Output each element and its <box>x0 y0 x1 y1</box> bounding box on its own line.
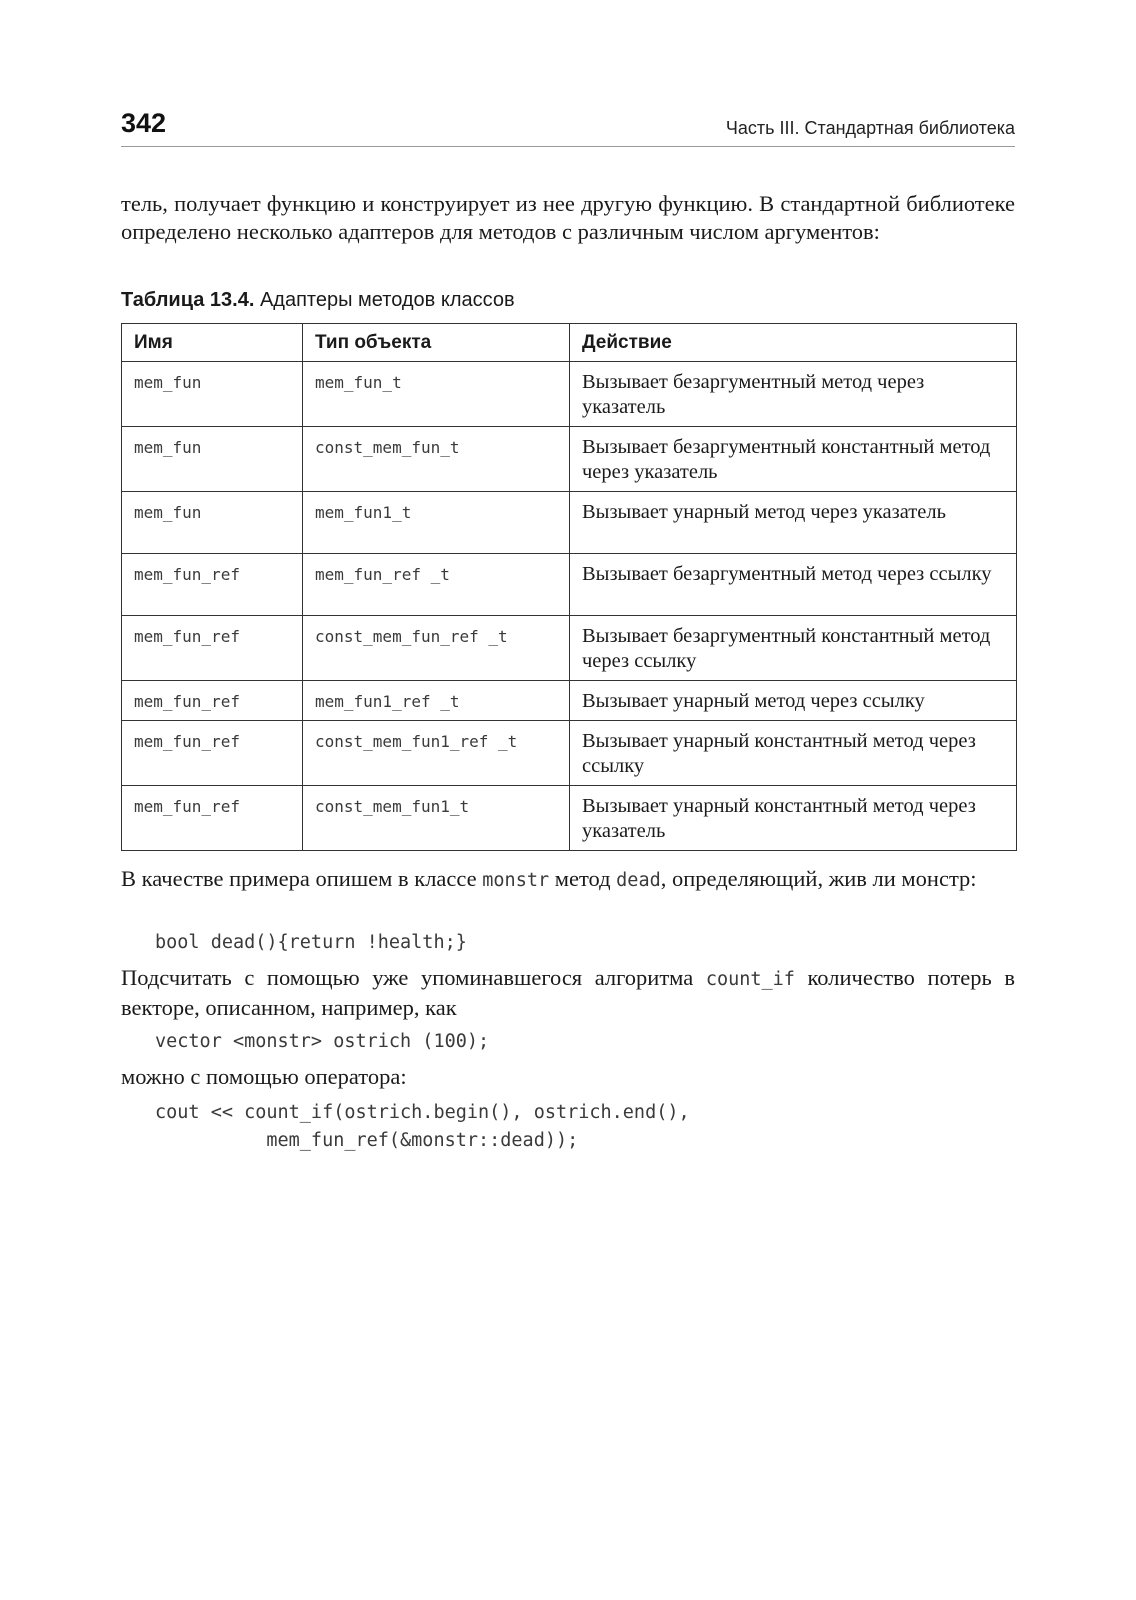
cell-name: mem_fun_ref <box>122 554 303 616</box>
table-caption <box>121 289 515 312</box>
example-paragraph <box>121 865 1015 895</box>
adapters-table <box>121 323 1017 851</box>
page-header <box>121 106 1015 147</box>
cell-type: mem_fun1_ref _t <box>303 681 570 721</box>
cell-action: Вызывает унарный константный метод через указатель <box>570 786 1017 851</box>
table-row <box>122 362 1017 427</box>
cell-name: mem_fun <box>122 492 303 554</box>
count-paragraph <box>121 964 1015 1022</box>
page-number: 342 <box>121 108 167 138</box>
cell-type: mem_fun_ref _t <box>303 554 570 616</box>
inline-code: dead <box>616 870 661 891</box>
column-header-name: Имя <box>122 324 303 362</box>
table-row <box>122 492 1017 554</box>
text-run: В качестве примера опишем в классе <box>121 866 483 891</box>
table-row <box>122 554 1017 616</box>
cell-name: mem_fun_ref <box>122 721 303 786</box>
inline-code: monstr <box>482 870 550 891</box>
code-block-count-if: cout << count_if(ostrich.begin(), ostrich.end(), mem_fun_ref(&monstr::dead)); <box>155 1102 690 1151</box>
cell-action: Вызывает унарный метод через указатель <box>570 492 1017 554</box>
code-block-dead: bool dead(){return !health;} <box>155 932 467 953</box>
cell-type: const_mem_fun_t <box>303 427 570 492</box>
operator-paragraph: можно с помощью оператора: <box>121 1064 407 1089</box>
cell-action: Вызывает унарный константный метод через ссылку <box>570 721 1017 786</box>
text-run: количество потерь в векторе, описанном, например, как <box>121 965 1015 1020</box>
cell-name: mem_fun <box>122 427 303 492</box>
table-row <box>122 681 1017 721</box>
table-caption-title: Адаптеры методов классов <box>259 289 515 311</box>
cell-type: mem_fun1_t <box>303 492 570 554</box>
cell-name: mem_fun_ref <box>122 681 303 721</box>
text-run: Подсчитать с помощью уже упоминавшегося алгоритма <box>121 965 706 990</box>
cell-type: const_mem_fun1_ref _t <box>303 721 570 786</box>
running-title: Часть III. Стандартная библиотека <box>725 118 1015 138</box>
inline-code: count_if <box>705 969 795 990</box>
cell-name: mem_fun_ref <box>122 786 303 851</box>
table-row <box>122 616 1017 681</box>
cell-type: const_mem_fun1_t <box>303 786 570 851</box>
cell-name: mem_fun <box>122 362 303 427</box>
cell-name: mem_fun_ref <box>122 616 303 681</box>
cell-action: Вызывает унарный метод через ссылку <box>570 681 1017 721</box>
table-header-row <box>122 324 1017 362</box>
code-block-vector: vector <monstr> ostrich (100); <box>155 1031 490 1052</box>
column-header-action: Действие <box>570 324 1017 362</box>
table-row <box>122 721 1017 786</box>
cell-action: Вызывает безаргументный метод через ссылку <box>570 554 1017 616</box>
cell-type: mem_fun_t <box>303 362 570 427</box>
cell-action: Вызывает безаргументный константный метод через указатель <box>570 427 1017 492</box>
cell-action: Вызывает безаргументный метод через указатель <box>570 362 1017 427</box>
column-header-type: Тип объекта <box>303 324 570 362</box>
cell-type: const_mem_fun_ref _t <box>303 616 570 681</box>
table-caption-number: Таблица 13.4. <box>121 289 255 311</box>
intro-paragraph: тель, получает функцию и конструирует из нее другую функцию. В стандартной библиотеке определено несколько адаптеров для методов с различным числом аргументов: <box>121 191 1015 244</box>
text-run: метод <box>549 866 617 891</box>
cell-action: Вызывает безаргументный константный метод через ссылку <box>570 616 1017 681</box>
table-row <box>122 427 1017 492</box>
text-run: , определяющий, жив ли монстр: <box>660 866 977 891</box>
table-row <box>122 786 1017 851</box>
